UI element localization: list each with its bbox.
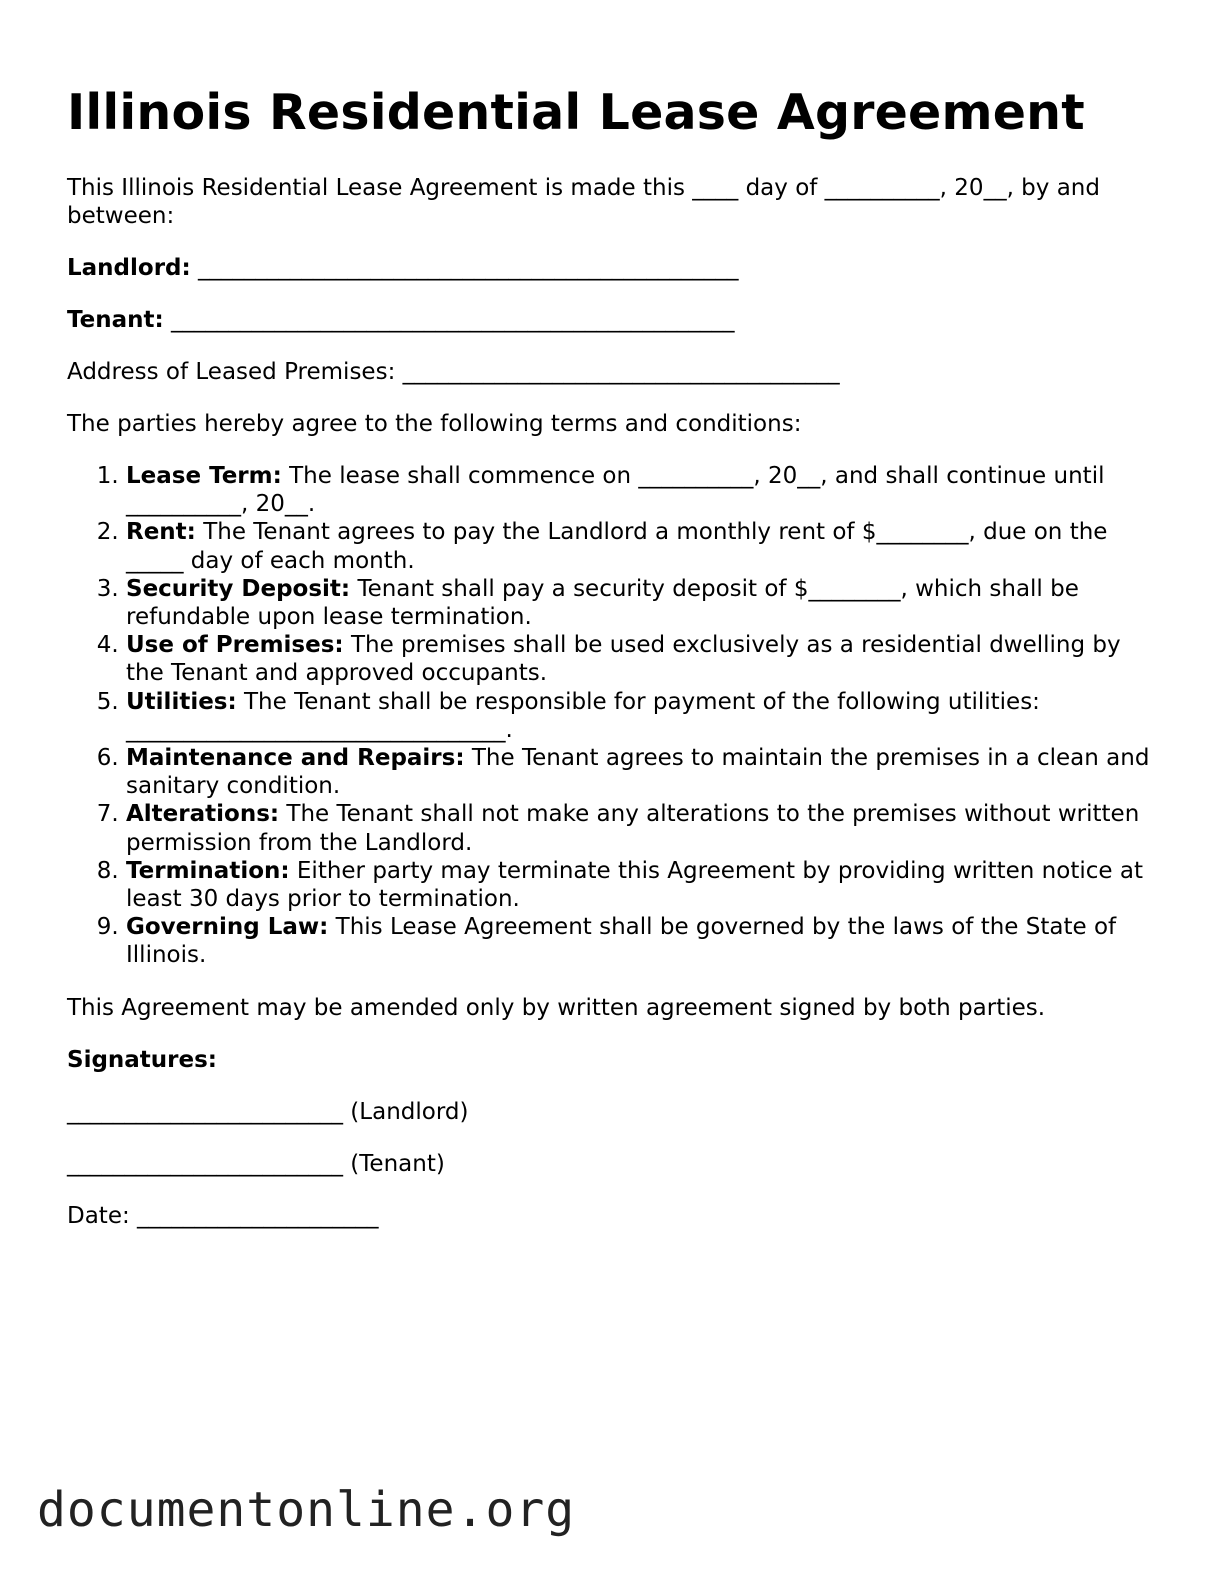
landlord-signature-line: ________________________ (Landlord) [67, 1098, 469, 1125]
address-line: Address of Leased Premises: ______________________________________ [67, 359, 840, 385]
term-label: Security Deposit: [126, 575, 351, 602]
term-text: The Tenant agrees to maintain the premises in a clean and sanitary condition. [126, 745, 1150, 800]
term-text: Tenant shall pay a security deposit of $________, which shall be refundable upon lease termination. [126, 575, 1079, 631]
term-label: Use of Premises: [126, 632, 344, 659]
tenant-signature-line: ________________________ (Tenant) [67, 1150, 445, 1177]
watermark-text: documentonline.org [37, 1482, 576, 1538]
term-text: This Lease Agreement shall be governed by the laws of the State of Illinois. [126, 914, 1117, 969]
term-item [126, 575, 1157, 631]
term-label: Lease Term: [126, 463, 282, 489]
term-label: Utilities: [126, 688, 237, 715]
term-item [126, 744, 1157, 800]
signatures-heading-text: Signatures: [67, 1046, 218, 1073]
terms-lead: The parties hereby agree to the following terms and conditions: [67, 411, 802, 437]
landlord-blank: _______________________________________________ [198, 255, 739, 281]
lease-document [67, 82, 1157, 1230]
term-item [126, 518, 1157, 574]
term-label: Termination: [126, 857, 290, 884]
term-item [126, 913, 1157, 969]
document-title: Illinois Residential Lease Agreement [67, 84, 1085, 141]
term-text: The premises shall be used exclusively as a residential dwelling by the Tenant and approved occupants. [126, 632, 1121, 687]
term-text: The Tenant shall not make any alterations to the premises without written permission from the Landlord. [126, 801, 1140, 856]
term-label: Governing Law: [126, 914, 329, 941]
term-text: The lease shall commence on __________, 20__, and shall continue until __________, 20__. [126, 463, 1105, 518]
amendment-clause: This Agreement may be amended only by written agreement signed by both parties. [67, 994, 1046, 1021]
tenant-line [67, 306, 1157, 334]
term-label: Alterations: [126, 801, 280, 828]
tenant-blank: _________________________________________________ [171, 307, 735, 333]
term-label: Rent: [126, 519, 196, 546]
term-label: Maintenance and Repairs: [126, 745, 465, 772]
term-text: Either party may terminate this Agreement by providing written notice at least 30 days prior to termination. [126, 857, 1143, 913]
terms-list [67, 462, 1157, 970]
term-item [126, 800, 1157, 856]
term-item [126, 462, 1157, 518]
landlord-line [67, 254, 1157, 282]
term-item [126, 631, 1157, 687]
intro-paragraph: This Illinois Residential Lease Agreement is made this ____ day of __________, 20__, by and between: [67, 175, 1100, 229]
term-text: The Tenant agrees to pay the Landlord a monthly rent of $________, due on the _____ day of each month. [126, 519, 1108, 574]
landlord-label: Landlord: [67, 255, 191, 281]
date-line: Date: _____________________ [67, 1202, 379, 1229]
signatures-heading [67, 1046, 1157, 1074]
term-item [126, 857, 1157, 913]
term-item [126, 688, 1157, 744]
term-text: The Tenant shall be responsible for payment of the following utilities: _________________________________. [126, 688, 1040, 743]
tenant-label: Tenant: [67, 307, 164, 333]
